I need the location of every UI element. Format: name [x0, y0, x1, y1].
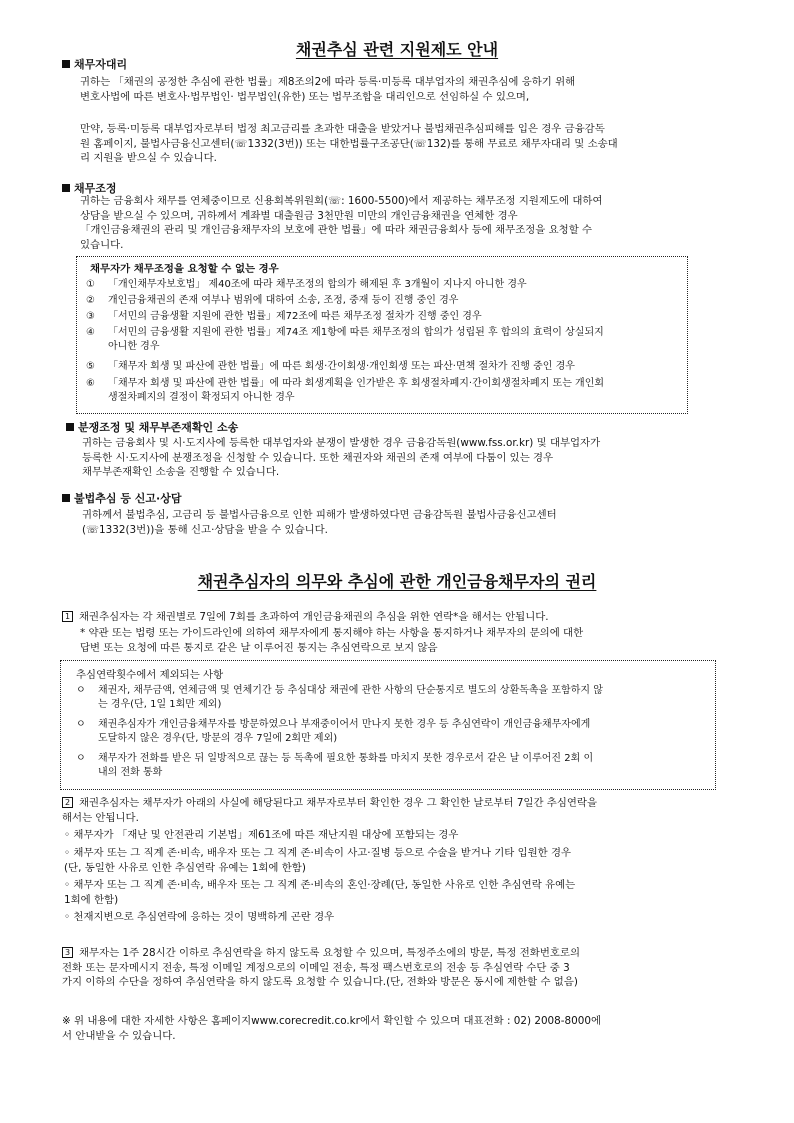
square-bullet-icon [62, 60, 70, 68]
section1-title: 채권추심 관련 지원제도 안내 [295, 40, 499, 59]
item2-text: 2 채권추심자는 채무자가 아래의 사실에 해당된다고 채무자로부터 확인한 경우 그 확인한 날로부터 7일간 추심연락을 해서는 안됩니다. [62, 797, 597, 824]
list-item: ② 개인금융채권의 존재 여부나 범위에 대하여 소송, 조정, 중재 등이 진행 중인 경우 [86, 295, 459, 306]
item2-bullet: ◦ 채무자 또는 그 직계 존·비속, 배우자 또는 그 직계 존·비속의 혼인·장례(단, 동일한 사유로 인한 추심연락 유예는 1회에 한함) [64, 879, 576, 906]
no-adjust-box-title: 채무자가 채무조정을 요청할 수 없는 경우 [90, 263, 279, 275]
list-item: ④ 「서민의 금융생활 지원에 관한 법률」제74조 제1항에 따른 채무조정의 합의가 성립된 후 합의의 효력이 상실되지 아니한 경우 [86, 327, 604, 353]
list-item: ① 「개인채무자보호법」 제40조에 따라 채무조정의 합의가 해제된 후 3개월이 지나지 아니한 경우 [86, 279, 527, 290]
item2-bullet: ◦ 천재지변으로 추심연락에 응하는 것이 명백하게 곤란 경우 [64, 911, 335, 923]
list-item: ㅇ 채무자가 전화를 받은 뒤 일방적으로 끊는 등 독촉에 필요한 통화를 마치지 못한 경우로서 같은 날 이루어진 2회 이 내의 전화 통화 [76, 753, 594, 779]
item2-bullet: ◦ 채무자가 「재난 및 안전관리 기본법」제61조에 따른 재난지원 대상에 포함되는 경우 [64, 829, 459, 841]
item3-text: 3 채무자는 1주 28시간 이하로 추심연락을 하지 않도록 요청할 수 있으며, 특정주소에의 방문, 특정 전화번호로의 전화 또는 문자메시지 전송, 특정 이메일 계정으로의 이메일 전송, 특정 팩스번호로의 전송 등 추심연락 수단 중 3 가지 이하의 수단을 정하여 추심연락을 하지 않도록 요청할 수 있습니다.(단, 전화와 방문은 동시에 제한할 수 없음) [62, 947, 580, 989]
square-bullet-icon [62, 494, 70, 502]
number-box-2: 2 [62, 797, 73, 808]
illegal-para: 귀하께서 불법추심, 고금리 등 불법사금융으로 인한 피해가 발생하였다면 금융감독원 불법사금융신고센터 (☏1332(3번))을 통해 신고·상담을 받을 수 있습니다. [82, 509, 557, 536]
dispute-para: 귀하는 금융회사 및 시·도지사에 등록한 대부업자와 분쟁이 발생한 경우 금융감독원(www.fss.or.kr) 및 대부업자가 등록한 시·도지사에 분쟁조정을 신청할 수 있습니다. 또한 채권자와 채권의 존재 여부에 다툼이 있는 경우 채무부존재확인 소송을 진행할 수 있습니다. [82, 437, 601, 479]
square-bullet-icon [62, 184, 70, 192]
list-item: ⑥ 「채무자 회생 및 파산에 관한 법률」에 따라 회생계획을 인가받은 후 회생절차폐지·간이회생절차폐지 또는 개인회 생절차폐지의 결정이 확정되지 아니한 경우 [86, 378, 605, 404]
item1-note: * 약관 또는 법령 또는 가이드라인에 의하여 채무자에게 통지해야 하는 사항을 통지하거나 채무자의 문의에 대한 답변 또는 요청에 따른 통지로 같은 날 이루어진 통지는 추심연락으로 보지 않음 [80, 627, 584, 654]
number-box-3: 3 [62, 947, 73, 958]
section2-title: 채권추심자의 의무와 추심에 관한 개인금융채무자의 권리 [197, 572, 597, 591]
list-item: ⑤ 「채무자 회생 및 파산에 관한 법률」에 따른 회생·간이회생·개인회생 또는 파산·면책 절차가 진행 중인 경우 [86, 361, 575, 372]
debtor-agent-heading: 채무자대리 [62, 58, 127, 72]
number-box-1: 1 [62, 611, 73, 622]
list-item: ㅇ 채권자, 채무금액, 연체금액 및 연체기간 등 추심대상 채권에 관한 사항의 단순통지로 별도의 상환독촉을 포함하지 않 는 경우(단, 1일 1회만 제외) [76, 685, 603, 711]
illegal-heading: 불법추심 등 신고·상담 [62, 492, 181, 506]
dispute-heading: 분쟁조정 및 채무부존재확인 소송 [66, 421, 238, 435]
debtor-agent-para2: 만약, 등록·미등록 대부업자로부터 법정 최고금리를 초과한 대출을 받았거나 불법채권추심피해를 입은 경우 금융감독 원 홈페이지, 불법사금융신고센터(☏1332(3번)) 또는 대한법률구조공단(☏132)를 통해 무료로 채무자대리 및 소송대 리 지원을 받으실 수 있습니다. [80, 123, 618, 165]
debt-adjust-heading: 채무조정 [62, 182, 117, 196]
item1-text: 1 채권추심자는 각 채권별로 7일에 7회를 초과하여 개인금융채권의 추심을 위한 연락*을 해서는 안됩니다. [62, 610, 762, 625]
list-item: ㅇ 채권추심자가 개인금융채무자를 방문하였으나 부재중이어서 만나지 못한 경우 등 추심연락이 개인금융채무자에게 도달하지 않은 경우(단, 방문의 경우 7일에 2회만 제외) [76, 719, 591, 745]
debtor-agent-para1: 귀하는 「채권의 공정한 추심에 관한 법률」제8조의2에 따라 등록·미등록 대부업자의 채권추심에 응하기 위해 변호사법에 따른 변호사·법무법인· 법무법인(유한) 또는 법무조합을 대리인으로 선임하실 수 있으며, [80, 76, 576, 103]
debt-adjust-para: 귀하는 금융회사 채무를 연체중이므로 신용회복위원회(☏: 1600-5500)에서 제공하는 채무조정 지원제도에 대하여 상담을 받으실 수 있으며, 귀하께서 계좌별 대출원금 3천만원 미만의 개인금융채권을 연체한 경우 「개인금융채권의 관리 및 개인금융채무자의 보호에 관한 법률」에 따라 채권금융회사 등에 채무조정을 요청할 수 있습니다. [80, 195, 603, 251]
excluded-box-title: 추심연락횟수에서 제외되는 사항 [76, 669, 224, 681]
item2-bullet: ◦ 채무자 또는 그 직계 존·비속, 배우자 또는 그 직계 존·비속이 사고·질병 등으로 수술을 받거나 기타 입원한 경우 (단, 동일한 사유로 인한 추심연락 유예는 1회에 한함) [64, 847, 572, 874]
square-bullet-icon [66, 423, 74, 431]
list-item: ③ 「서민의 금융생활 지원에 관한 법률」제72조에 따른 채무조정 절차가 진행 중인 경우 [86, 311, 482, 322]
footnote: ※ 위 내용에 대한 자세한 사항은 홈페이지www.corecredit.co.kr에서 확인할 수 있으며 대표전화 : 02) 2008-8000에 서 안내받을 수 있습니다. [62, 1015, 602, 1042]
